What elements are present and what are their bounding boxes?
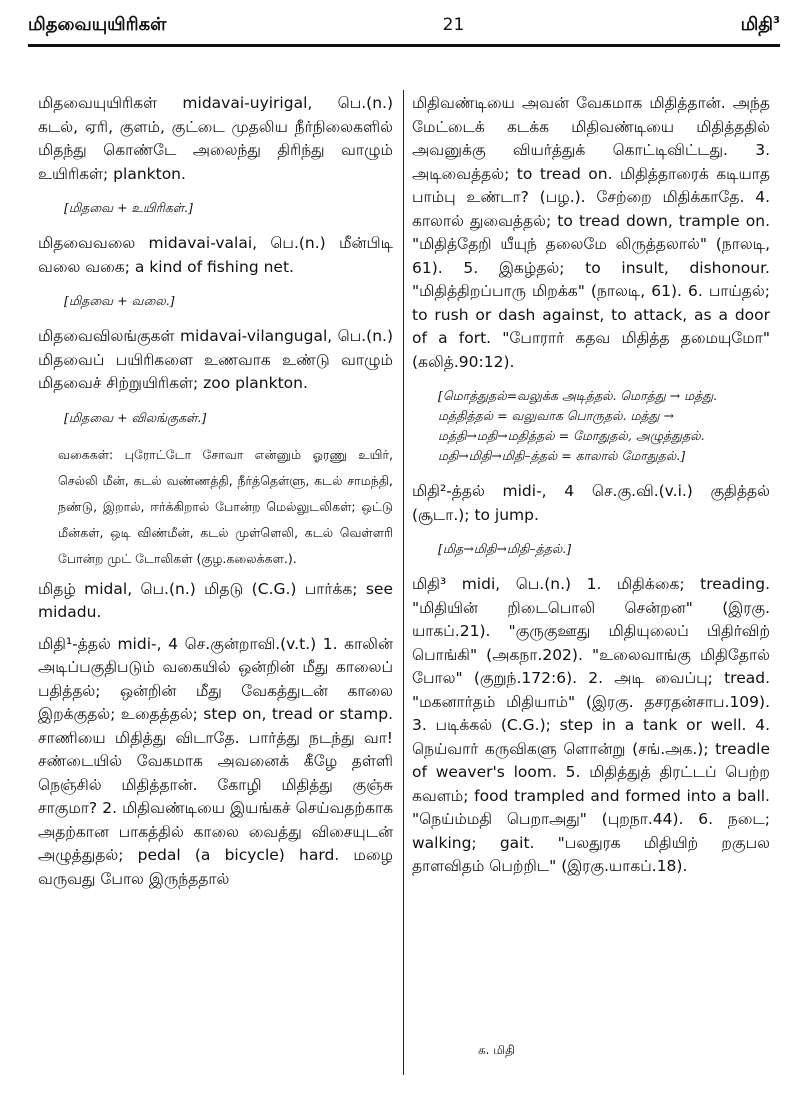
- etymology: [மித→மிதி→மிதி–த்தல்.]: [438, 541, 572, 556]
- entry-midi-1-continued: [412, 92, 770, 374]
- header-rule: [28, 44, 780, 47]
- etymology: [மொத்துதல்=வலுக்க அடித்தல். மொத்து → மத்து. மத்தித்தல் = வலுவாக பொருதல். மத்து → மத்தி→மதி→மதித்தல் = மோதுதல், அழுத்துதல். மதி→மிதி→மிதி–த்தல் = காலால் மோதுதல்.]: [438, 388, 718, 463]
- entry-midi-3: [412, 573, 770, 879]
- entry-text: மிதி²-த்தல் midi-, 4 செ.கு.வி.(v.i.) குதித்தல் (சூடா.); to jump.: [412, 482, 770, 524]
- entry-text: மிதி¹-த்தல் midi-, 4 செ.குன்றாவி.(v.t.) 1. காலின் அடிப்பகுதிபடும் வகையில் ஒன்றின் மீது காலைப் பதித்தல்; ஒன்றின் மீது வேகத்துடன் காலை இறக்குதல்; உதைத்தல்; step on, tread or stamp. சாணியை மிதித்து விடாதே. பார்த்து நடந்து வா! சண்டையில் வேகமாக அவனைக் கீழே தள்ளி நெஞ்சில் மிதித்தான். கோழி மிதித்து குஞ்சு சாகுமா? 2. மிதிவண்டியை இயங்கச் செய்வதற்காக அதற்கான பாகத்தில் காலை வைத்து விசையுடன் அழுத்துதல்; pedal (a bicycle) hard. மழை வருவது போல இருந்ததால்: [38, 634, 393, 888]
- entry-midal: [38, 578, 393, 625]
- entry-midavai-uyirigal: [38, 92, 393, 186]
- column-divider: [403, 90, 404, 1075]
- entry-midi-1: [38, 633, 393, 892]
- running-head-right-sup: 3: [773, 14, 780, 26]
- etymology: [மிதவை + விலங்குகள்.]: [64, 409, 207, 425]
- entry-text: மிதழ் midal, பெ.(n.) மிதடு (C.G.) பார்க்க; see midadu.: [38, 579, 393, 621]
- footnote: க. மிதி: [478, 1043, 515, 1057]
- right-column: [412, 92, 770, 887]
- entry-midi-2: [412, 480, 770, 527]
- entry-midavai-valai: [38, 232, 393, 279]
- entry-text: மிதவைவலை midavai-valai, பெ.(n.) மீன்பிடி வலை வகை; a kind of fishing net.: [38, 234, 393, 276]
- entry-midavai-vilangugal: [38, 325, 393, 396]
- page-header: [28, 8, 780, 42]
- page-number: 21: [442, 15, 465, 35]
- left-column: [38, 92, 393, 899]
- running-head-right: [741, 14, 780, 37]
- entry-text: மிதவைவிலங்குகள் midavai-vilangugal, பெ.(n.) மிதவைப் பயிரிகளை உணவாக உண்டு வாழும் மிதவைச் சிற்றுயிரிகள்; zoo plankton.: [38, 327, 393, 392]
- entry-text: மிதவையுயிரிகள் midavai-uyirigal, பெ.(n.) கடல், ஏரி, குளம், குட்டை முதலிய நீர்நிலைகளில் மிதந்து கொண்டே அலைந்து திரிந்து வாழும் உயிரிகள்; plankton.: [38, 94, 393, 183]
- etymology: [மிதவை + உயிரிகள்.]: [64, 200, 193, 215]
- etymology: [மிதவை + வலை.]: [64, 293, 175, 308]
- entry-text: மிதிவண்டியை அவன் வேகமாக மிதித்தான். அந்த மேட்டைக் கடக்க மிதிவண்டியை மிதித்ததில் அவனுக்கு வியர்த்துக் கொட்டிவிட்டது. 3. அடிவைத்தல்; to tread on. மிதித்தாரைக் கடியாத பாம்பு உண்டா? (பழ.). சேற்றை மிதிக்காதே. 4. காலால் துவைத்தல்; to tread down, trample on. "மிதித்தேறி யீயுந் தலைமே லிருத்தலால்" (நாலடி, 61). 5. இகழ்தல்; to insult, dishonour. "மிதித்திறப்பாரு மிறக்க" (நாலடி, 61). 6. பாய்தல்; to rush or dash against, to attack, as a door of a fort. "போரார் கதவ மிதித்த தமையுமோ" (கலித்.90:12).: [412, 94, 770, 371]
- types-list: வகைகள்: புரோட்டோ சோவா என்னும் ஓரணு உயிர், செல்லி மீன், கடல் வண்ணத்தி, நீர்த்தெள்ளு, கடல் சாமந்தி, நண்டு, இறால், ஈர்க்கிறால் போன்ற மெல்லுடலிகள்; ஒட்டு மீன்கள், ஒடி விண்மீன், கடல் முள்ளெலி, கடல் வெள்ளரி போன்ற முட் டோலிகள் (குழ.கலைக்கள.).: [58, 446, 393, 566]
- running-head-left: மிதவையுயிரிகள்: [28, 13, 167, 35]
- entry-text: மிதி³ midi, பெ.(n.) 1. மிதிக்கை; treading. "மிதியின் றிடைபொலி சென்றன" (இரகு. யாகப்.21). "குருகுஊது மிதியுலைப் பிதிர்விற் பொங்கி" (அகநா.202). "உலைவாங்கு மிதிதோல் போல" (குறுந்.172:6). 2. அடி வைப்பு; tread. "மகனார்தம் மிதியாம்" (இரகு. தசரதன்சாப.109). 3. படிக்கல் (C.G.); step in a tank or well. 4. நெய்வார் கருவிகளு ளொன்று (சங்.அக.); treadle of weaver's loom. 5. மிதித்துத் திரட்டப் பெற்ற கவளம்; food trampled and formed into a ball. "நெய்ம்மதி பெறாஅது" (புறநா.44). 6. நடை; walking; gait. "பலதுரக மிதியிற் றகுபல தாளவிதம் பெற்றிட" (இரகு.யாகப்.18).: [412, 575, 770, 875]
- running-head-right-word: மிதி: [740, 13, 774, 35]
